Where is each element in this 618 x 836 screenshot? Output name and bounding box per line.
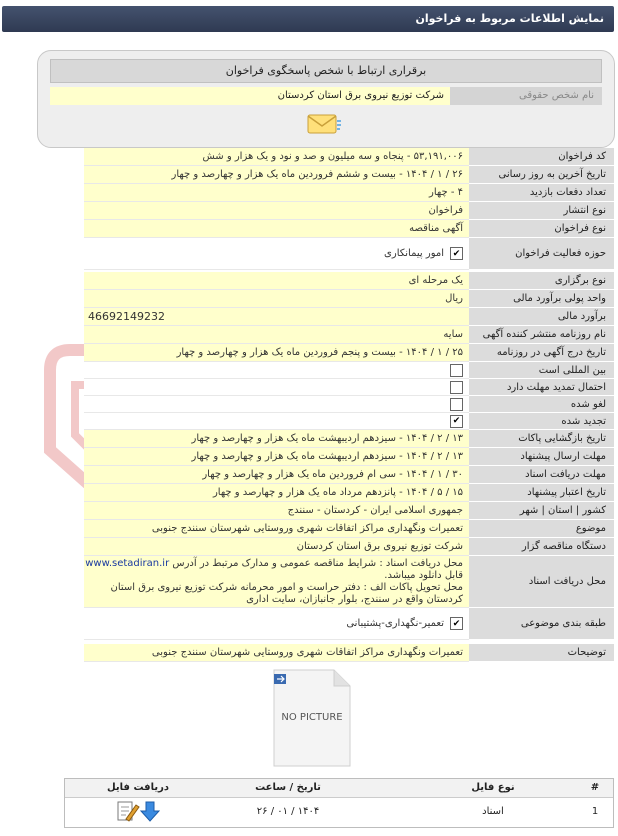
row-label: لغو شده (469, 396, 614, 413)
col-num: # (590, 782, 600, 793)
col-download: دریافت فایل (107, 782, 169, 793)
row-label: نوع فراخوان (469, 220, 614, 238)
row-label: کشور | استان | شهر (469, 502, 614, 520)
contact-panel-title: برقراری ارتباط با شخص پاسخگوی فراخوان (50, 59, 602, 83)
legal-person-value: شرکت توزیع نیروی برق استان کردستان (50, 87, 450, 105)
row-value (84, 413, 469, 430)
row-submission-deadline (4, 448, 614, 466)
contracting-label: امور پیمانکاری (384, 248, 444, 259)
row-value: ۱۵ / ۵ / ۱۴۰۴ - پانزدهم مرداد ماه یک هزار و چهارصد و چهار (84, 484, 469, 502)
row-activity-field (4, 238, 614, 270)
row-label: احتمال تمدید مهلت دارد (469, 379, 614, 396)
contracting-checkbox[interactable]: ✔ (450, 247, 463, 260)
legal-person-label: نام شخص حقوقی (450, 87, 602, 105)
file-date: ۲۶ / ۰۱ / ۱۴۰۴ (256, 806, 320, 817)
row-value: ۳۰ / ۱ / ۱۴۰۴ - سی ام فروردین ماه یک هزار و چهارصد و چهار (84, 466, 469, 484)
row-value (84, 362, 469, 379)
row-extension (4, 379, 614, 396)
files-table-header (65, 779, 613, 798)
row-opening-date (4, 430, 614, 448)
no-picture-text: NO PICTURE (281, 712, 343, 723)
page-title: نمایش اطلاعات مربوط به فراخوان (2, 6, 614, 32)
row-docs-deadline (4, 466, 614, 484)
row-label: کد فراخوان (469, 148, 614, 166)
row-label: تاریخ اعتبار پیشنهاد (469, 484, 614, 502)
no-picture-image (270, 668, 354, 768)
row-value: ۵۳,۱۹۱,۰۰۶ - پنجاه و سه میلیون و صد و نود و یک هزار و شش (84, 148, 469, 166)
row-code (4, 148, 614, 166)
edit-document-icon (118, 802, 139, 821)
row-value (84, 379, 469, 396)
row-label: دستگاه مناقصه گزار (469, 538, 614, 556)
row-doc-location (4, 556, 614, 608)
file-num: 1 (591, 806, 599, 817)
row-label: توضیحات (469, 644, 614, 662)
row-estimate (4, 308, 614, 326)
row-organizer (4, 538, 614, 556)
doc-location-line: قابل دانلود میباشد. (384, 570, 463, 581)
row-value (84, 608, 469, 640)
row-publish-type (4, 202, 614, 220)
row-holding-type (4, 272, 614, 290)
row-renewed (4, 413, 614, 430)
row-value: ۴ - چهار (84, 184, 469, 202)
cancelled-checkbox[interactable] (450, 398, 463, 411)
row-value: تعمیرات ونگهداری مراکز اتفاقات شهری وروستایی شهرستان سنندج جنوبی (84, 520, 469, 538)
category-checkbox[interactable]: ✔ (450, 617, 463, 630)
setadiran-link[interactable]: www.setadiran.ir (85, 558, 170, 569)
contracting-checkbox-group (384, 247, 463, 260)
row-value: تعمیرات ونگهداری مراکز اتفاقات شهری وروستایی شهرستان سنندج جنوبی (84, 644, 469, 662)
col-date: تاریخ / ساعت (255, 782, 321, 793)
row-last-update (4, 166, 614, 184)
doc-location-line: محل تحویل پاکات الف : دفتر حراست و امور محرمانه شرکت توزیع نیروی برق استان (110, 582, 463, 593)
row-label: نوع برگزاری (469, 272, 614, 290)
row-label: محل دریافت اسناد (469, 556, 614, 608)
row-international (4, 362, 614, 379)
files-table (64, 778, 614, 828)
row-label: حوزه فعالیت فراخوان (469, 238, 614, 270)
row-label: تاریخ درج آگهی در روزنامه (469, 344, 614, 362)
extension-checkbox[interactable] (450, 381, 463, 394)
category-checkbox-group (346, 617, 463, 630)
row-subject (4, 520, 614, 538)
row-location (4, 502, 614, 520)
row-value: 46692149232 (84, 308, 469, 326)
row-label: تاریخ آخرین به روز رسانی (469, 166, 614, 184)
row-visits (4, 184, 614, 202)
row-value: جمهوری اسلامی ایران - کردستان - سنندج (84, 502, 469, 520)
contact-panel (37, 50, 615, 148)
table-row (65, 798, 613, 826)
row-label: نام روزنامه منتشر کننده آگهی (469, 326, 614, 344)
row-call-type (4, 220, 614, 238)
row-value (84, 396, 469, 413)
row-value: آگهی مناقصه (84, 220, 469, 238)
category-label: تعمیر-نگهداری-پشتیبانی (346, 618, 444, 629)
file-download-cell (103, 798, 173, 826)
row-value: ریال (84, 290, 469, 308)
row-currency (4, 290, 614, 308)
doc-location-text: محل دریافت اسناد : شرایط مناقصه عمومی و مدارک مرتبط در آدرس (172, 558, 463, 569)
row-value: ۲۵ / ۱ / ۱۴۰۴ - بیست و پنجم فروردین ماه یک هزار و چهارصد و چهار (84, 344, 469, 362)
row-cancelled (4, 396, 614, 413)
row-label: برآورد مالی (469, 308, 614, 326)
col-type: نوع فایل (471, 782, 515, 793)
envelope-icon[interactable] (306, 111, 342, 137)
doc-location-line (84, 558, 463, 570)
row-category (4, 608, 614, 640)
row-value: یک مرحله ای (84, 272, 469, 290)
row-value: ۱۳ / ۲ / ۱۴۰۴ - سیزدهم اردیبهشت ماه یک هزار و چهارصد و چهار (84, 448, 469, 466)
row-label: طبقه بندی موضوعی (469, 608, 614, 640)
row-label: بین المللی است (469, 362, 614, 379)
renewed-checkbox[interactable]: ✔ (450, 415, 463, 428)
row-value: فراخوان (84, 202, 469, 220)
row-value: سایه (84, 326, 469, 344)
row-label: تاریخ بازگشایی پاکات (469, 430, 614, 448)
row-value: شرکت توزیع نیروی برق استان کردستان (84, 538, 469, 556)
row-label: مهلت ارسال پیشنهاد (469, 448, 614, 466)
row-ad-date (4, 344, 614, 362)
row-label: موضوع (469, 520, 614, 538)
row-label: تعداد دفعات بازدید (469, 184, 614, 202)
row-value (84, 238, 469, 270)
row-newspaper (4, 326, 614, 344)
row-label: واحد پولی برآورد مالی (469, 290, 614, 308)
row-value: ۱۳ / ۲ / ۱۴۰۴ - سیزدهم اردیبهشت ماه یک هزار و چهارصد و چهار (84, 430, 469, 448)
doc-location-line: کردستان واقع در سنندج، بلوار جانبازان، سایت اداری (246, 594, 463, 605)
download-arrow-icon (141, 802, 159, 821)
row-value (84, 556, 469, 608)
row-label: مهلت دریافت اسناد (469, 466, 614, 484)
file-type: اسناد (482, 806, 504, 817)
row-label: نوع انتشار (469, 202, 614, 220)
download-icons[interactable] (116, 799, 160, 823)
row-description (4, 644, 614, 662)
row-value: ۲۶ / ۱ / ۱۴۰۴ - بیست و ششم فروردین ماه یک هزار و چهارصد و چهار (84, 166, 469, 184)
row-validity (4, 484, 614, 502)
international-checkbox[interactable] (450, 364, 463, 377)
row-label: تجدید شده (469, 413, 614, 430)
